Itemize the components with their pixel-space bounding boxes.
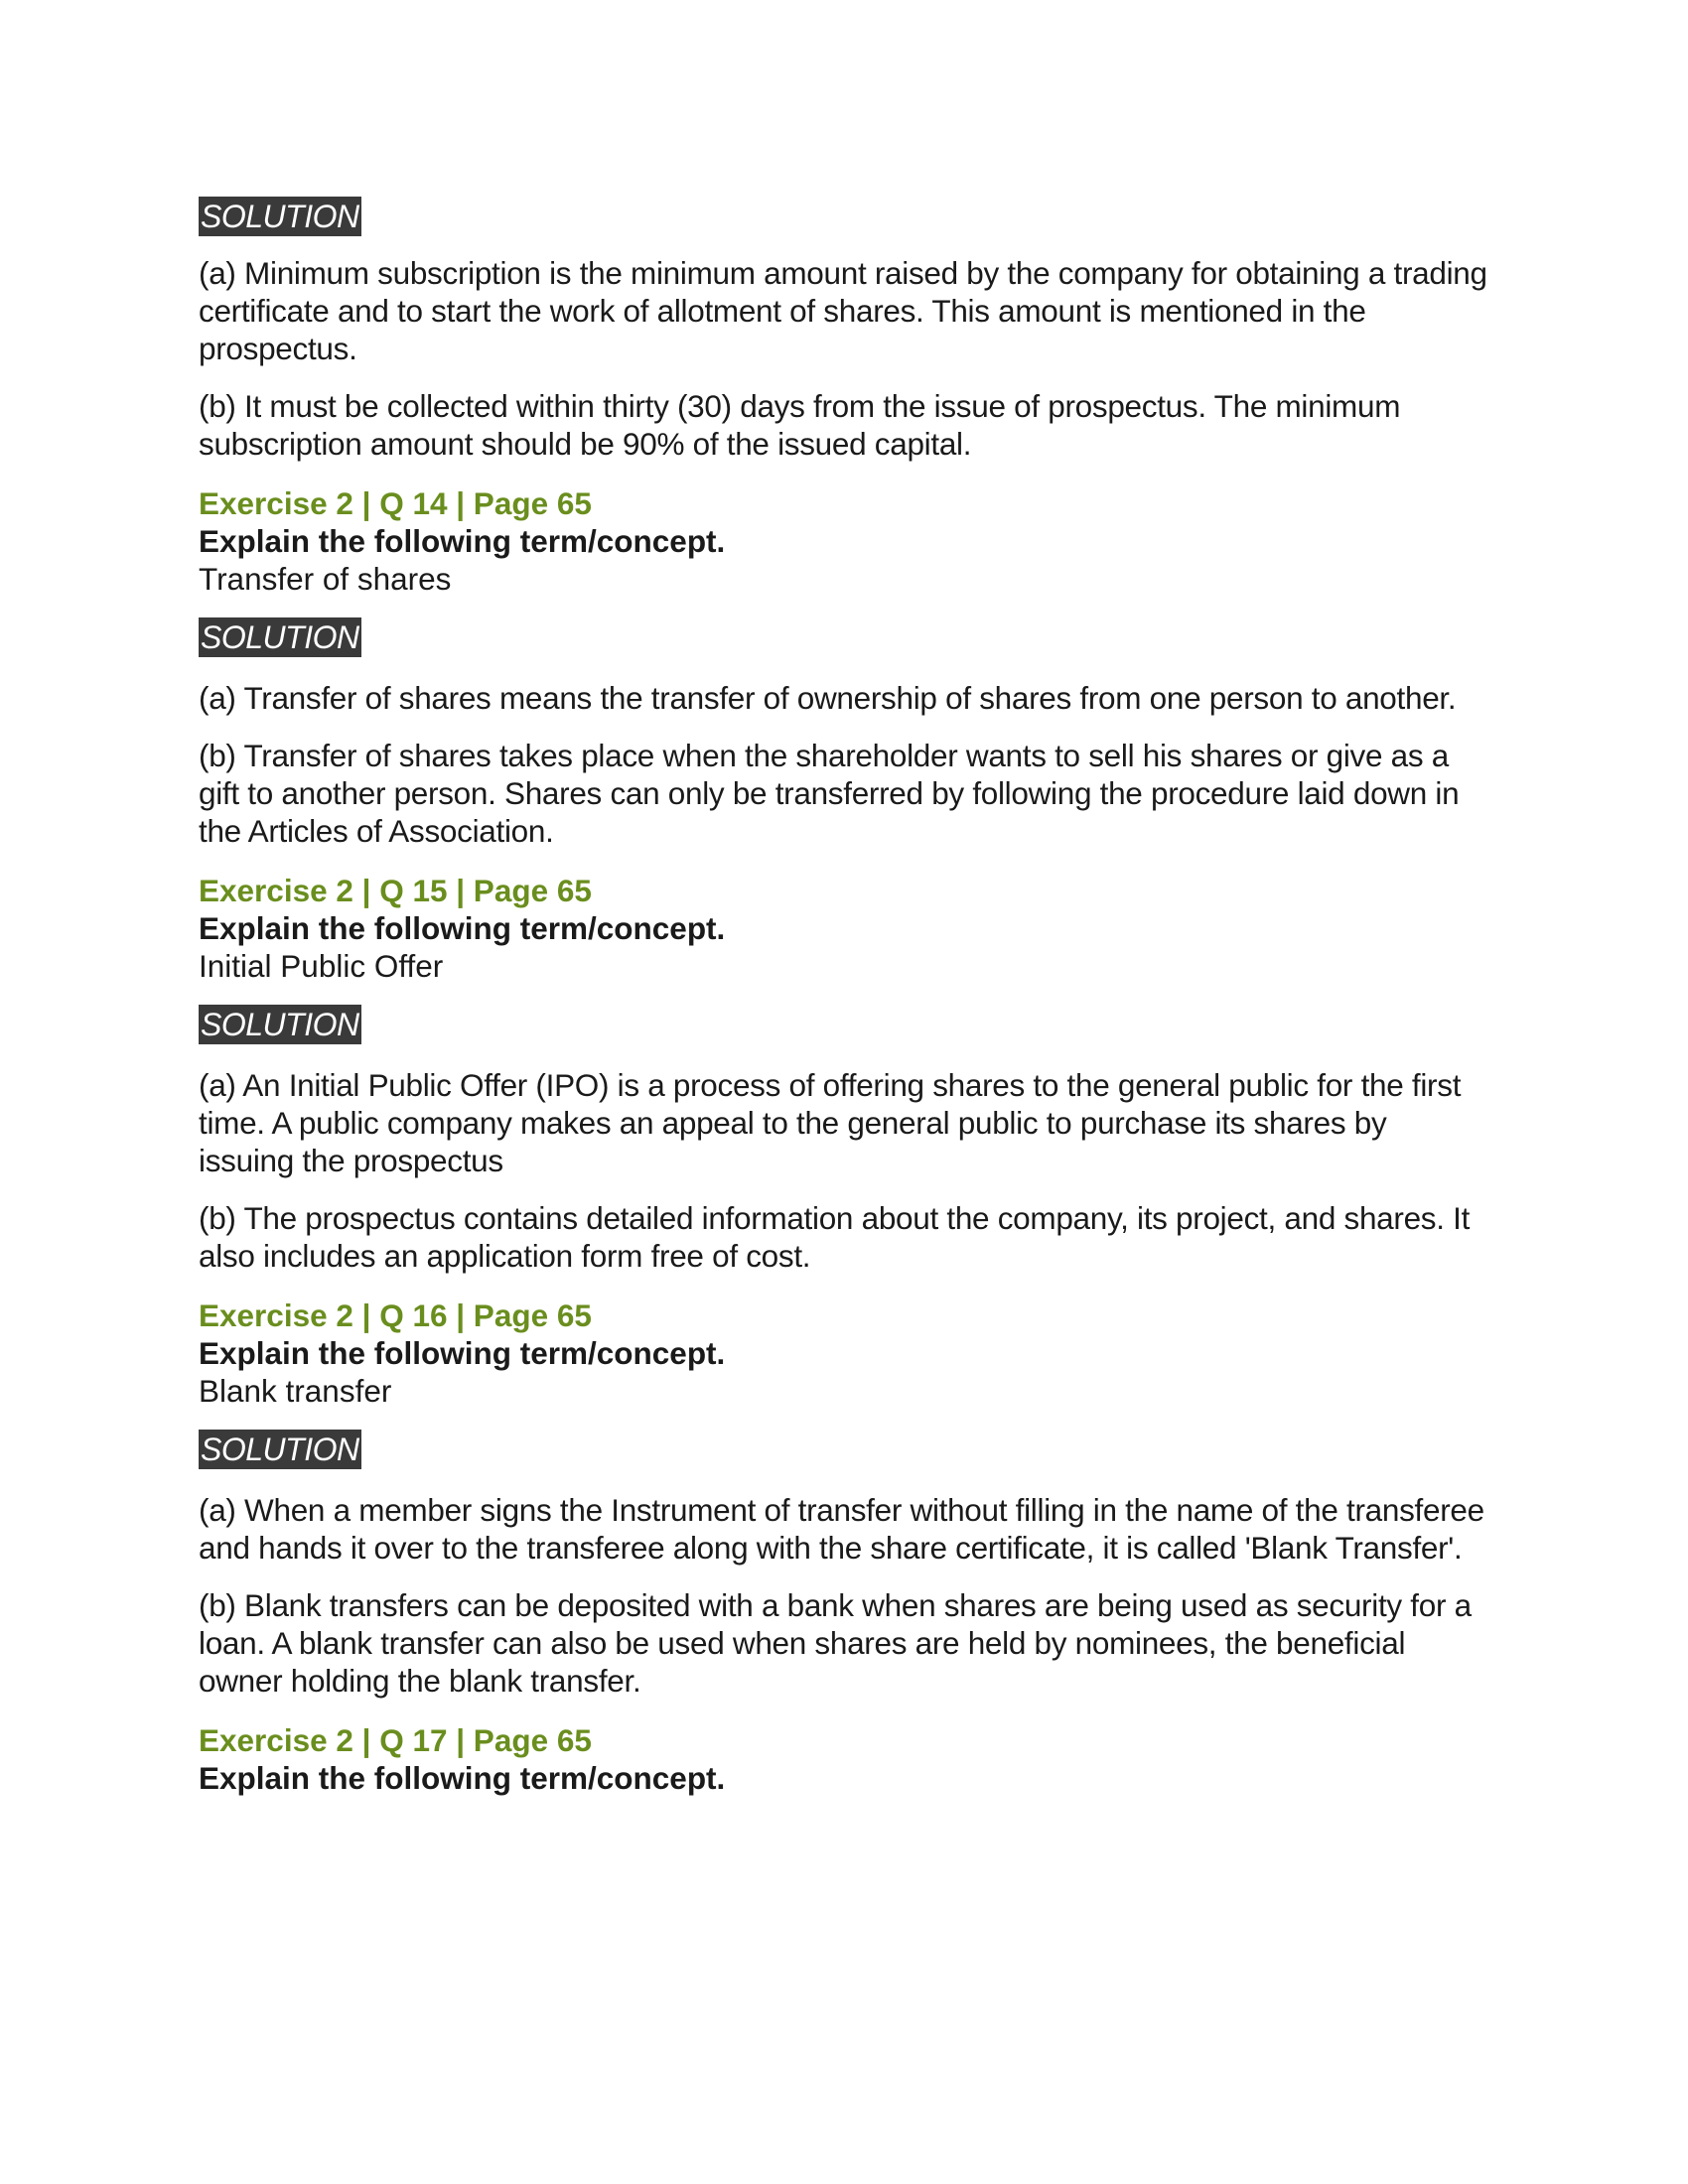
question-17-title: Explain the following term/concept.	[199, 1760, 726, 1796]
solution-block-15	[199, 1005, 1489, 1044]
question-16-header: Exercise 2 | Q 16 | Page 65	[199, 1297, 592, 1333]
solution-16-part-b: (b) Blank transfers can be deposited with a bank when shares are being used as security for a loan. A blank transfer can also be used when shares are held by nominees, the beneficial owner holding the blank transfer.	[199, 1587, 1472, 1699]
solution-badge: SOLUTION	[201, 1007, 359, 1042]
document-page	[199, 197, 1489, 1797]
question-14-term: Transfer of shares	[199, 561, 452, 597]
solution-13-part-b: (b) It must be collected within thirty (30) days from the issue of prospectus. The minimum subscription amount should be 90% of the issued capital.	[199, 388, 1401, 462]
solution-13-part-a: (a) Minimum subscription is the minimum amount raised by the company for obtaining a trading certificate and to start the work of allotment of shares. This amount is mentioned in the prospectus.	[199, 255, 1487, 366]
question-17-header: Exercise 2 | Q 17 | Page 65	[199, 1722, 592, 1758]
solution-block-16	[199, 1430, 1489, 1469]
question-15-term: Initial Public Offer	[199, 948, 444, 984]
solution-block-14	[199, 617, 1489, 657]
solution-badge: SOLUTION	[201, 1432, 359, 1467]
question-15-title: Explain the following term/concept.	[199, 910, 726, 946]
solution-14-part-a: (a) Transfer of shares means the transfer of ownership of shares from one person to another.	[199, 680, 1457, 716]
solution-badge: SOLUTION	[201, 619, 359, 655]
solution-14-part-b: (b) Transfer of shares takes place when the shareholder wants to sell his shares or give as a gift to another person. Shares can only be transferred by following the procedure laid down in the Articles of Association.	[199, 738, 1460, 849]
solution-badge: SOLUTION	[201, 199, 359, 234]
question-16-term: Blank transfer	[199, 1373, 392, 1409]
question-14-header: Exercise 2 | Q 14 | Page 65	[199, 485, 592, 521]
solution-block-13	[199, 197, 1489, 236]
question-14-title: Explain the following term/concept.	[199, 523, 726, 559]
question-16-title: Explain the following term/concept.	[199, 1335, 726, 1371]
question-15-header: Exercise 2 | Q 15 | Page 65	[199, 873, 592, 908]
solution-15-part-a: (a) An Initial Public Offer (IPO) is a process of offering shares to the general public for the first time. A public company makes an appeal to the general public to purchase its shares by issuing the prospectus	[199, 1067, 1462, 1178]
solution-16-part-a: (a) When a member signs the Instrument of transfer without filling in the name of the transferee and hands it over to the transferee along with the share certificate, it is called 'Blank Transfer'.	[199, 1492, 1484, 1566]
solution-15-part-b: (b) The prospectus contains detailed information about the company, its project, and shares. It also includes an application form free of cost.	[199, 1200, 1471, 1274]
